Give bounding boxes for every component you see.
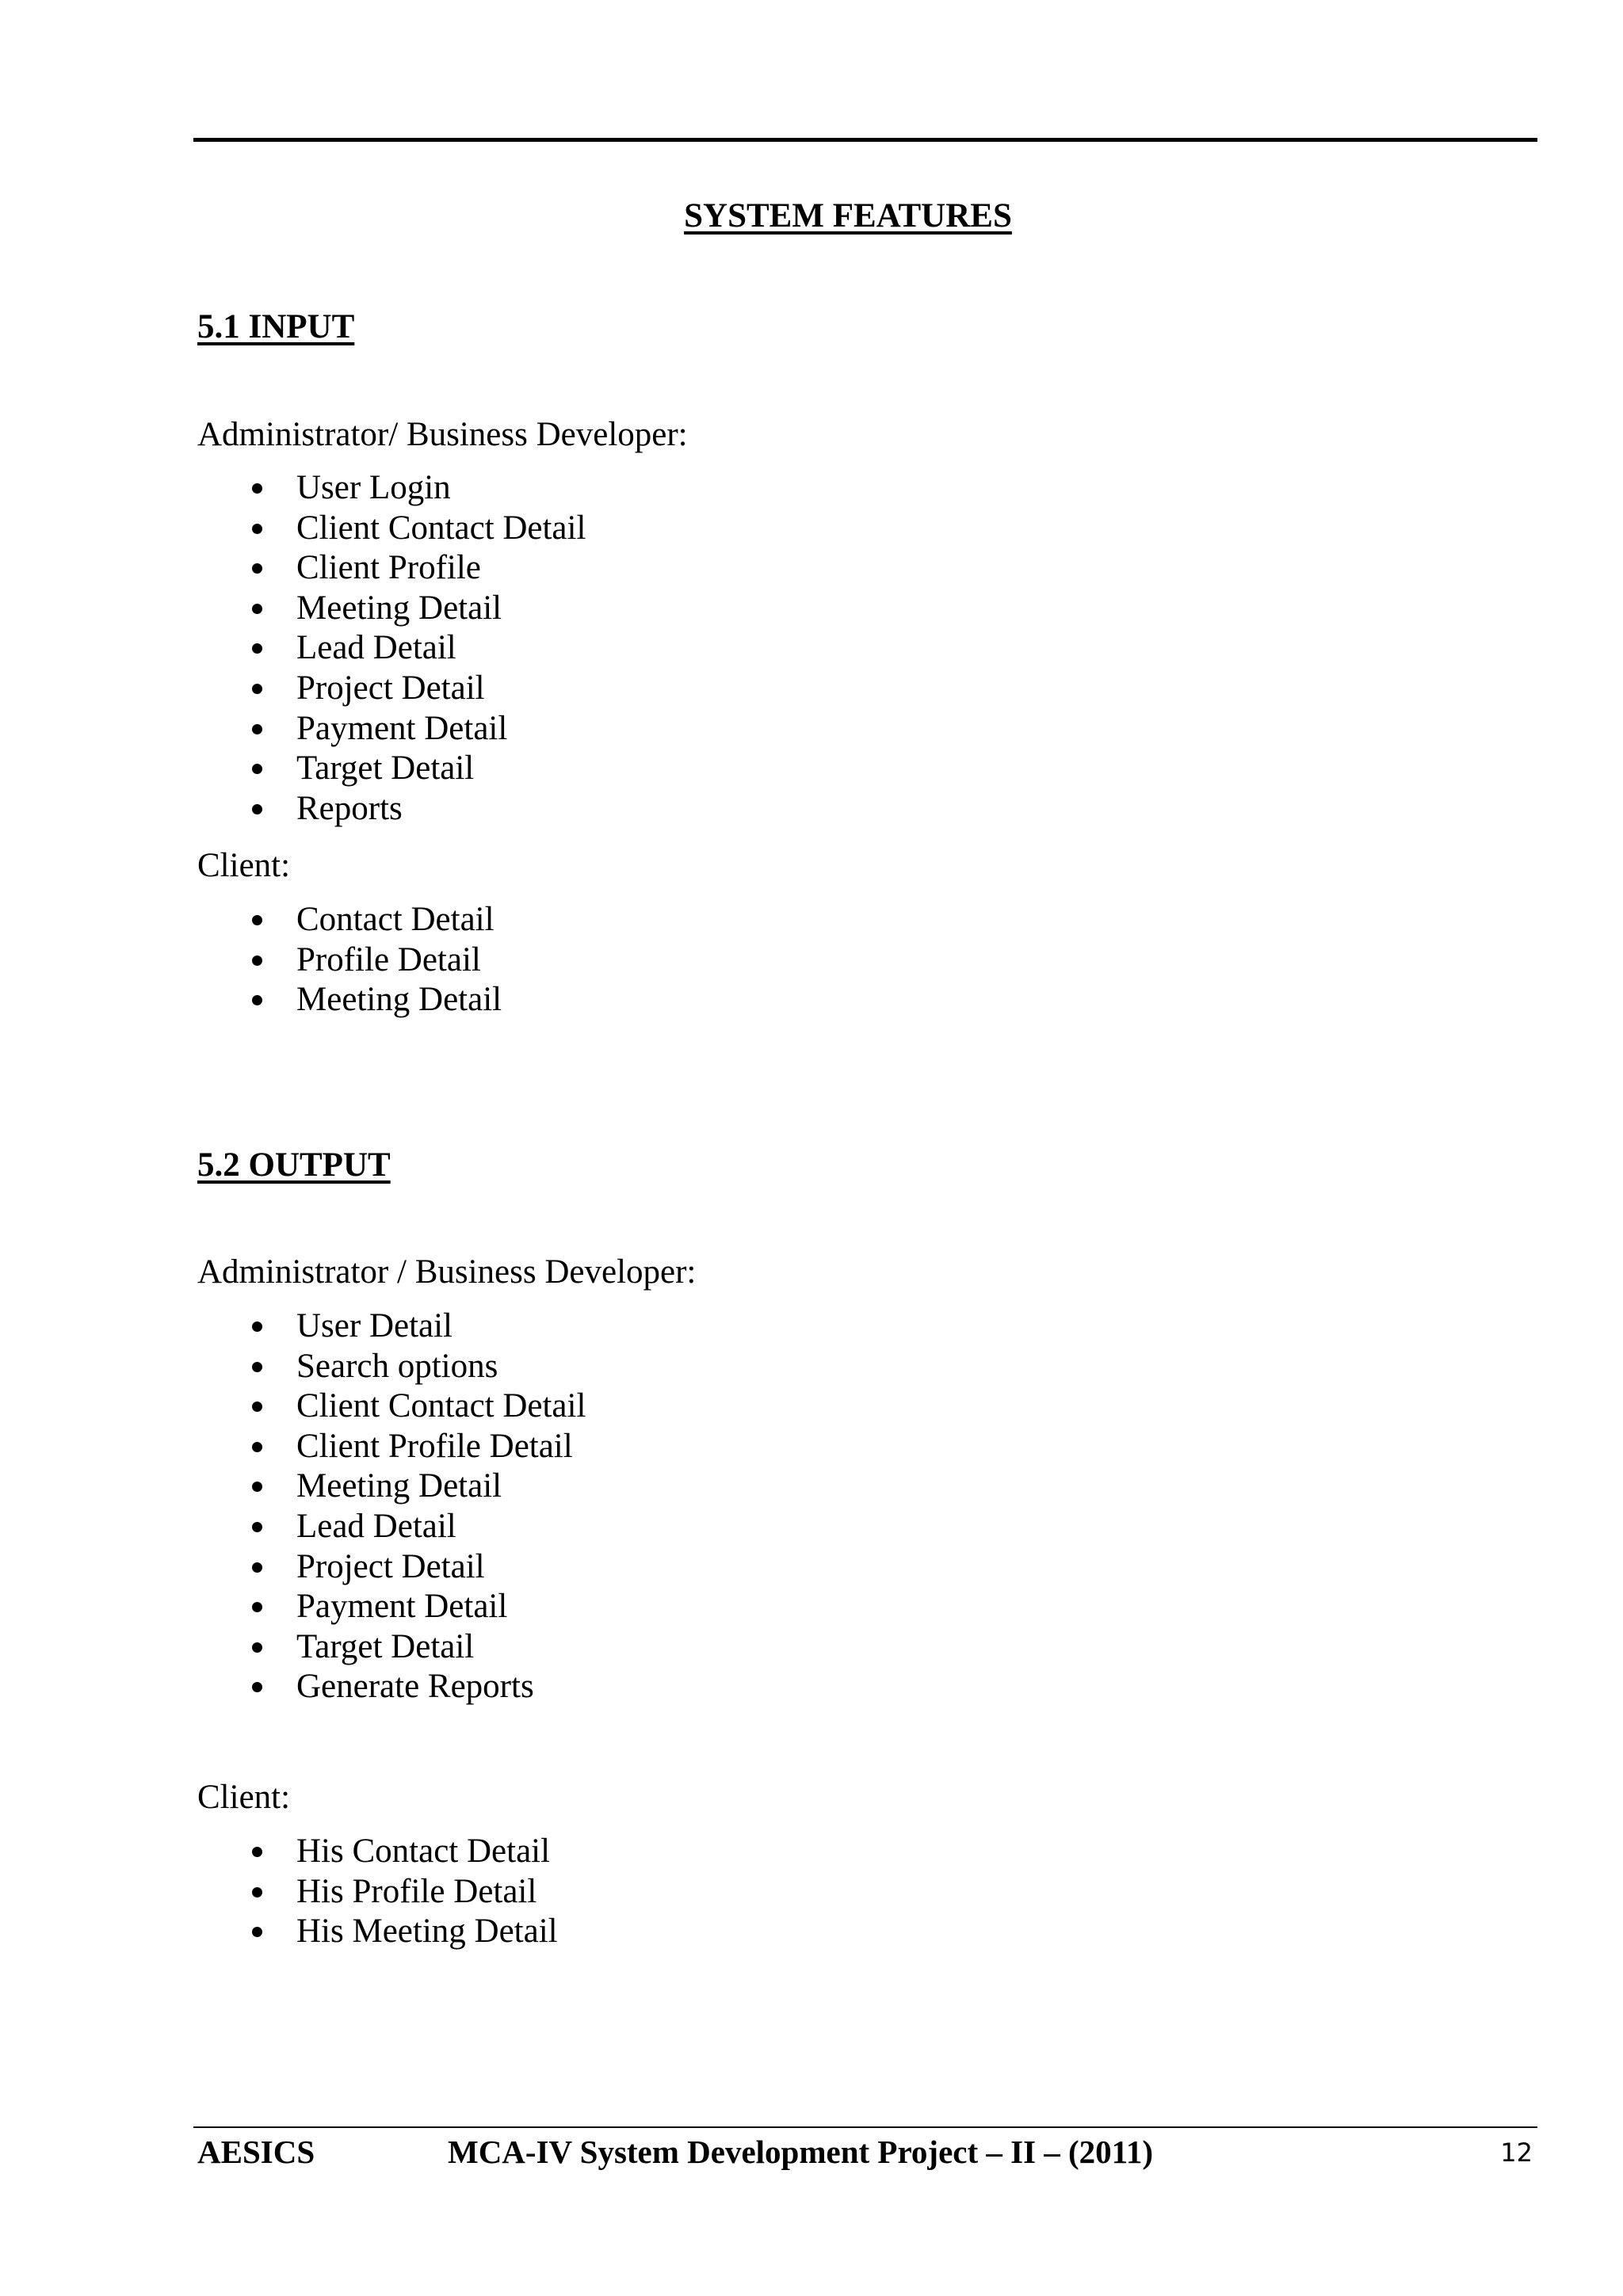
input-client-label: Client: (197, 847, 291, 884)
header-rule (193, 138, 1537, 142)
output-client-label: Client: (197, 1779, 291, 1816)
page-number: 12 (1500, 2138, 1533, 2168)
list-item: Project Detail (0, 1547, 586, 1588)
list-item: Client Profile Detail (0, 1427, 586, 1467)
bullet-icon (252, 1322, 262, 1332)
bullet-icon (252, 1362, 262, 1372)
list-item: Client Profile (0, 548, 586, 589)
list-item: Reports (0, 789, 586, 830)
list-item: Generate Reports (0, 1667, 586, 1707)
footer-rule (193, 2126, 1537, 2128)
bullet-icon (252, 1402, 262, 1412)
bullet-icon (252, 1442, 262, 1452)
input-client-list (0, 900, 502, 1020)
list-item: User Login (0, 468, 586, 509)
output-admin-list (0, 1306, 586, 1707)
list-item: Client Contact Detail (0, 509, 586, 549)
bullet-icon (252, 643, 262, 654)
output-section-heading: 5.2 OUTPUT (197, 1146, 391, 1184)
input-section-heading: 5.1 INPUT (197, 308, 355, 345)
bullet-icon (252, 483, 262, 494)
bullet-icon (252, 804, 262, 814)
list-item: Target Detail (0, 1627, 586, 1668)
output-client-list (0, 1832, 558, 1952)
list-item: Project Detail (0, 669, 586, 709)
bullet-icon (252, 524, 262, 534)
list-item: His Meeting Detail (0, 1912, 558, 1952)
bullet-icon (252, 724, 262, 734)
list-item: Client Contact Detail (0, 1386, 586, 1427)
bullet-icon (252, 1847, 262, 1857)
bullet-icon (252, 1887, 262, 1897)
list-item: Meeting Detail (0, 589, 586, 629)
bullet-icon (252, 1562, 262, 1573)
bullet-icon (252, 955, 262, 966)
bullet-icon (252, 1642, 262, 1653)
list-item: His Contact Detail (0, 1832, 558, 1872)
list-item: Lead Detail (0, 628, 586, 669)
footer-institution: AESICS (197, 2134, 315, 2170)
list-item: Payment Detail (0, 1587, 586, 1627)
page-title: SYSTEM FEATURES (684, 197, 1012, 235)
input-admin-label: Administrator/ Business Developer: (197, 416, 688, 453)
input-admin-list (0, 468, 586, 829)
bullet-icon (252, 995, 262, 1005)
list-item: Profile Detail (0, 940, 502, 981)
list-item: Meeting Detail (0, 980, 502, 1020)
bullet-icon (252, 604, 262, 614)
list-item: Meeting Detail (0, 1466, 586, 1507)
bullet-icon (252, 1482, 262, 1492)
list-item: Payment Detail (0, 709, 586, 749)
bullet-icon (252, 1927, 262, 1937)
list-item: Contact Detail (0, 900, 502, 940)
bullet-icon (252, 915, 262, 925)
list-item: User Detail (0, 1306, 586, 1347)
bullet-icon (252, 1682, 262, 1692)
list-item: Search options (0, 1347, 586, 1387)
bullet-icon (252, 764, 262, 774)
list-item: His Profile Detail (0, 1872, 558, 1913)
list-item: Lead Detail (0, 1507, 586, 1547)
output-admin-label: Administrator / Business Developer: (197, 1253, 697, 1291)
footer-project-title: MCA-IV System Development Project – II – (2011) (448, 2134, 1154, 2170)
list-item: Target Detail (0, 749, 586, 789)
bullet-icon (252, 684, 262, 694)
bullet-icon (252, 1602, 262, 1612)
bullet-icon (252, 563, 262, 574)
bullet-icon (252, 1522, 262, 1532)
